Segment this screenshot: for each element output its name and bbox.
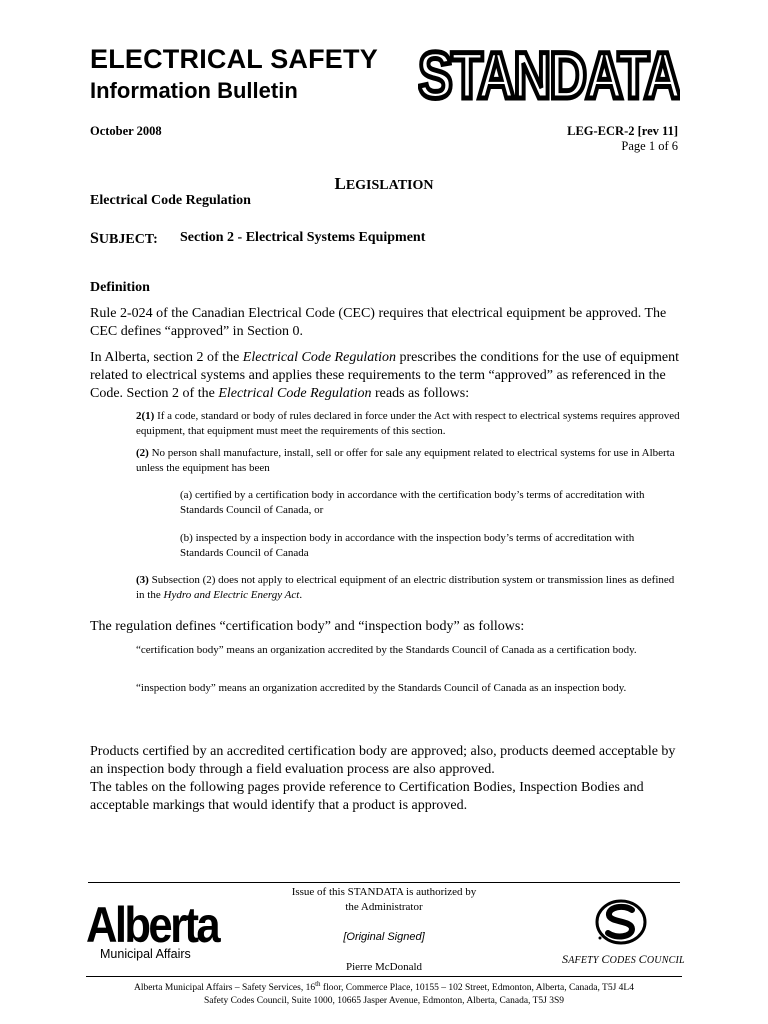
bulletin-subtitle: Information Bulletin	[90, 78, 298, 103]
authorization-line-1: Issue of this STANDATA is authorized by	[291, 886, 477, 898]
definition-heading: Definition	[90, 280, 150, 295]
definition-certification-body: “certification body” means an organization accredited by the Standards Council of Canada as a certification body.	[136, 644, 637, 656]
footer-divider	[88, 882, 680, 883]
subject-label: SUBJECT:	[90, 230, 158, 247]
signer-name: Pierre McDonald	[345, 961, 423, 973]
paragraph-tables-reference: The tables on the following pages provide reference to Certification Bodies, Inspection Bodies and acceptable markings that would identify that a product is approved.	[90, 780, 644, 813]
issue-date: October 2008	[90, 124, 162, 138]
alberta-logo	[86, 896, 222, 948]
definition-inspection-body: “inspection body” means an organization accredited by the Standards Council of Canada as an inspection body.	[136, 682, 627, 694]
regulation-clause-2-3: (3) Subsection (2) does not apply to electrical equipment of an electric distribution system or transmission lines as defined in the Hydro and Electric Energy Act.	[136, 574, 675, 601]
original-signed: [Original Signed]	[343, 931, 425, 943]
ministry-name: Municipal Affairs	[100, 947, 191, 961]
regulation-clause-2-2-b: (b) inspected by a inspection body in accordance with the inspection body’s terms of accreditation with Standards Council of Canada	[180, 532, 635, 559]
section-heading: LEGISLATION	[334, 174, 434, 193]
bulletin-title: ELECTRICAL SAFETY	[90, 44, 378, 74]
paragraph-definitions-intro: The regulation defines “certification body” and “inspection body” as follows:	[90, 619, 525, 634]
regulation-clause-2-2: (2) No person shall manufacture, install, sell or offer for sale any equipment related to electrical systems for use in Alberta unless the equipment has been	[136, 447, 675, 474]
address-municipal-affairs: Alberta Municipal Affairs – Safety Services, 16th floor, Commerce Place, 10155 – 102 Street, Edmonton, Alberta, Canada, T5J 4L4	[134, 980, 634, 994]
paragraph-approved-products: Products certified by an accredited certification body are approved; also, products deemed acceptable by an inspection body through a field evaluation process are also approved.	[90, 744, 676, 777]
paragraph-cec-rule: Rule 2-024 of the Canadian Electrical Code (CEC) requires that electrical equipment be approved. The CEC defines “approved” in Section 0.	[90, 306, 667, 339]
authorization-line-2: the Administrator	[345, 901, 423, 913]
safety-codes-council-name: SAFETY CODES COUNCIL	[562, 952, 685, 966]
footer-addresses	[86, 976, 682, 1008]
subject-text: Section 2 - Electrical Systems Equipment	[180, 230, 426, 245]
safety-codes-council-logo-icon	[594, 898, 648, 946]
paragraph-alberta-section: In Alberta, section 2 of the Electrical Code Regulation prescribes the conditions for the use of equipment related to electrical systems and applies these requirements to the term “approved” as referenced in the Code. Section 2 of the Electrical Code Regulation reads as follows:	[90, 350, 680, 401]
document-number: LEG-ECR-2 [rev 11]	[567, 124, 678, 138]
svg-text:Alberta: Alberta	[86, 897, 222, 948]
page-number: Page 1 of 6	[621, 139, 678, 153]
regulation-clause-2-1: 2(1) If a code, standard or body of rules declared in force under the Act with respect to electrical systems requires approved equipment, that equipment must meet the requirements of this section.	[136, 410, 680, 437]
address-safety-codes-council: Safety Codes Council, Suite 1000, 10665 Jasper Avenue, Edmonton, Alberta, Canada, T5J 3S9	[203, 996, 565, 1007]
regulation-title: Electrical Code Regulation	[90, 193, 251, 208]
svg-text:STANDATA: STANDATA	[418, 44, 680, 104]
regulation-clause-2-2-a: (a) certified by a certification body in accordance with the certification body’s terms of accreditation with Standards Council of Canada, or	[180, 489, 645, 516]
standata-logo	[418, 44, 680, 104]
